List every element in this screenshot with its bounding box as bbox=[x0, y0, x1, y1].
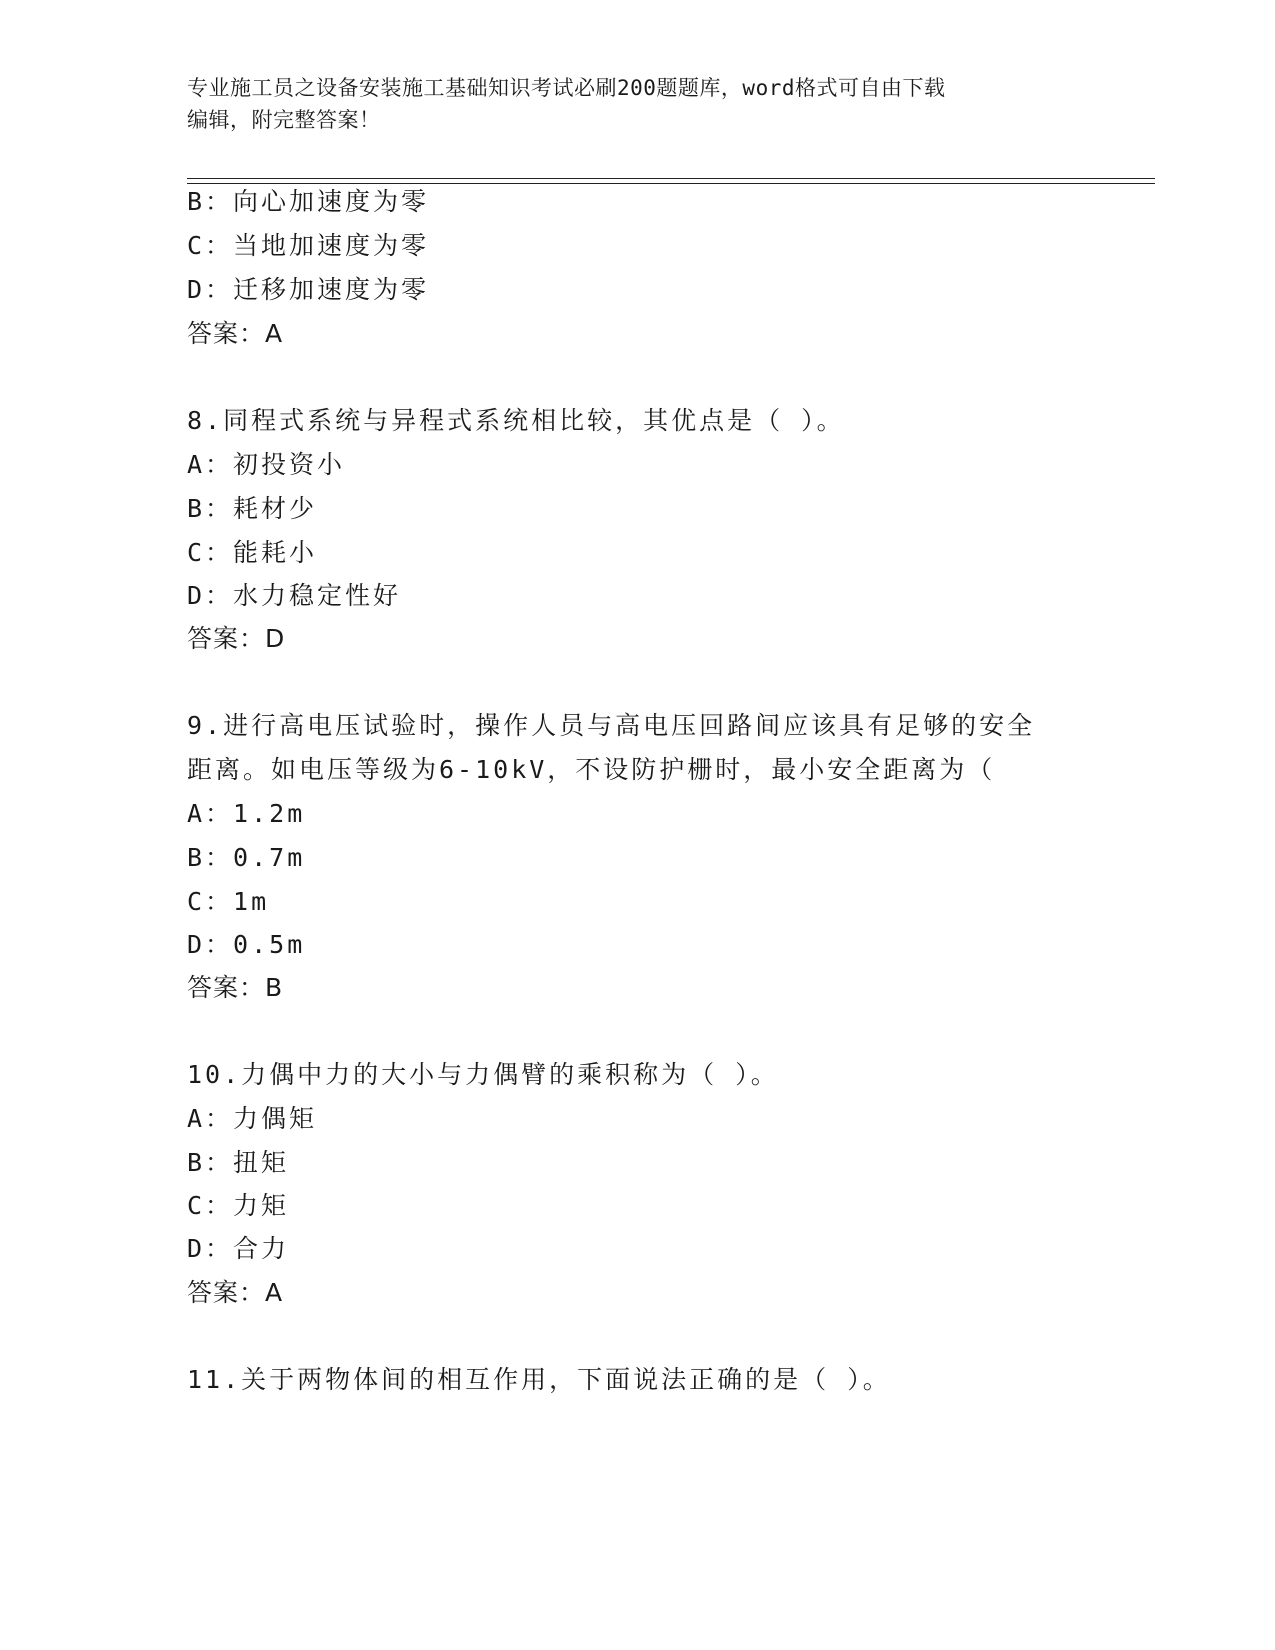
q8-option-c: C：能耗小 bbox=[187, 538, 318, 567]
q10-option-a: A：力偶矩 bbox=[187, 1104, 318, 1133]
header-divider-bottom bbox=[187, 183, 1155, 184]
q11-question: 11.关于两物体间的相互作用，下面说法正确的是（ ）。 bbox=[187, 1365, 891, 1394]
q9-question-line-2: 距离。如电压等级为6-10kV，不设防护栅时，最小安全距离为（ bbox=[187, 755, 996, 784]
q8-question: 8.同程式系统与异程式系统相比较，其优点是（ ）。 bbox=[187, 406, 845, 435]
q9-answer: 答案：B bbox=[187, 973, 284, 1002]
q10-question: 10.力偶中力的大小与力偶臂的乘积称为（ ）。 bbox=[187, 1060, 779, 1089]
q10-option-d: D：合力 bbox=[187, 1234, 290, 1263]
q9-option-b: B：0.7m bbox=[187, 843, 306, 872]
q8-option-d: D：水力稳定性好 bbox=[187, 581, 402, 610]
q8-answer: 答案：D bbox=[187, 624, 286, 653]
q10-option-b: B：扭矩 bbox=[187, 1148, 290, 1177]
q9-question-line-1: 9.进行高电压试验时，操作人员与高电压回路间应该具有足够的安全 bbox=[187, 711, 1036, 740]
q8-option-a: A：初投资小 bbox=[187, 450, 346, 479]
header-title-line-1: 专业施工员之设备安装施工基础知识考试必刷200题题库，word格式可自由下载 bbox=[187, 76, 946, 100]
q9-option-a: A：1.2m bbox=[187, 799, 306, 828]
q10-option-c: C：力矩 bbox=[187, 1191, 290, 1220]
q7-option-d: D：迁移加速度为零 bbox=[187, 275, 430, 304]
q7-option-c: C：当地加速度为零 bbox=[187, 231, 430, 260]
document-header bbox=[187, 72, 1087, 136]
q10-answer: 答案：A bbox=[187, 1278, 284, 1307]
q9-option-c: C：1m bbox=[187, 887, 270, 916]
q7-option-b: B：向心加速度为零 bbox=[187, 187, 430, 216]
header-title-line-2: 编辑，附完整答案！ bbox=[187, 108, 381, 132]
header-divider-top bbox=[187, 178, 1155, 179]
q9-option-d: D：0.5m bbox=[187, 930, 306, 959]
q7-answer: 答案：A bbox=[187, 319, 284, 348]
q8-option-b: B：耗材少 bbox=[187, 494, 318, 523]
